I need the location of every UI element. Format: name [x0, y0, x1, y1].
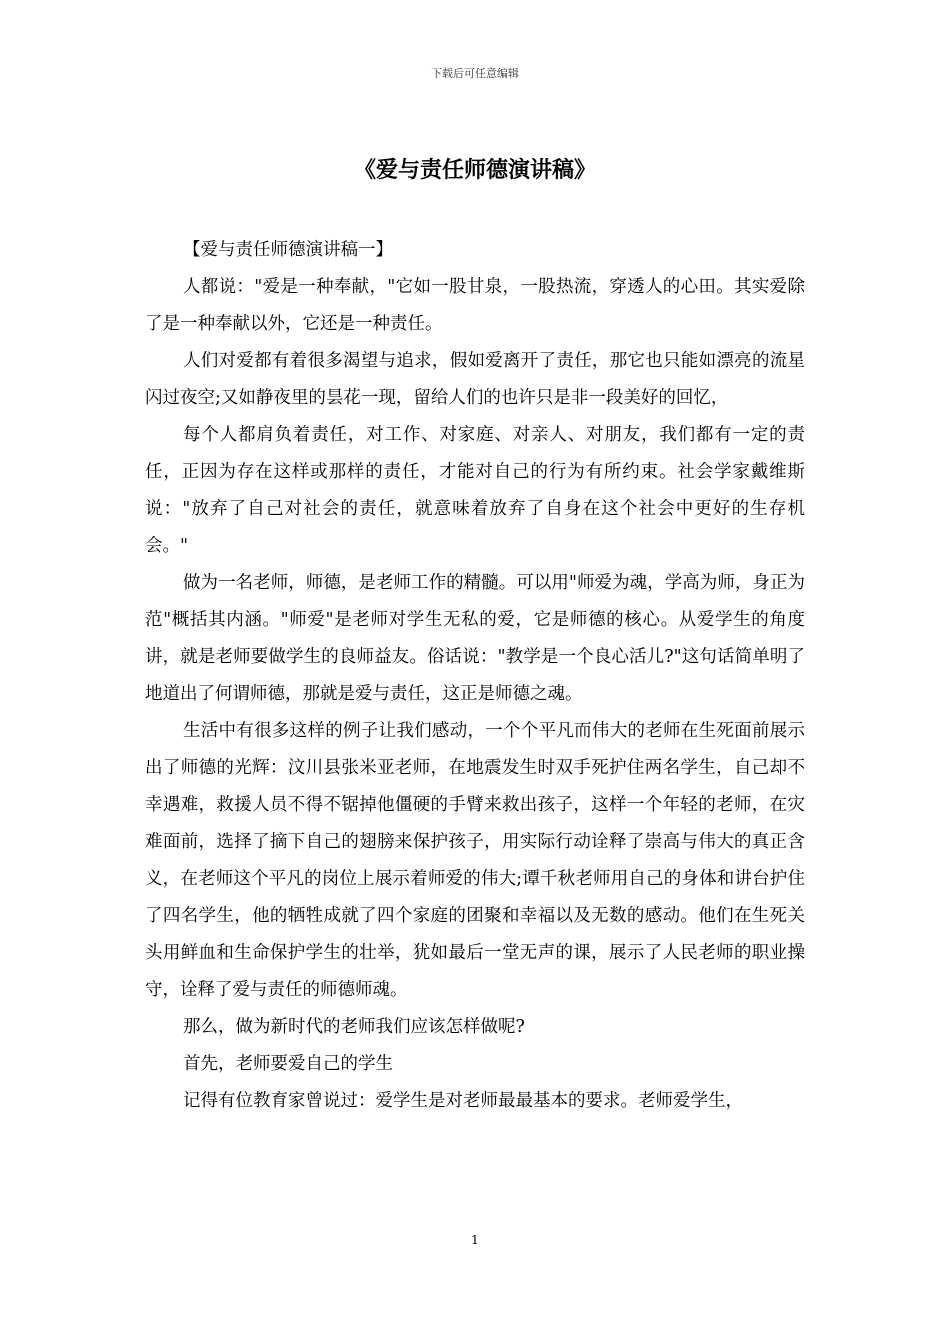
body-paragraph: 那么，做为新时代的老师我们应该怎样做呢?: [183, 1017, 525, 1037]
body-paragraph: 记得有位教育家曾说过：爱学生是对老师最最基本的要求。老师爱学生，: [183, 1091, 743, 1111]
page-number: 1: [471, 1233, 479, 1247]
body-paragraph: 人们对爱都有着很多渴望与追求，假如爱离开了责任，那它也只能如漂亮的流星闪过夜空;又如静夜里的昙花一现，留给人们的也许只是非一段美好的回忆，: [145, 351, 805, 408]
body-paragraph: 首先，老师要爱自己的学生: [183, 1054, 393, 1074]
page-header: 下载后可任意编辑: [431, 67, 519, 80]
document-body: [145, 232, 805, 1120]
document-title: 《爱与责任师德演讲稿》: [353, 157, 596, 183]
body-paragraph: 人都说："爱是一种奉献，"它如一股甘泉，一股热流，穿透人的心田。其实爱除了是一种奉献以外，它还是一种责任。: [145, 277, 805, 334]
body-paragraph: 生活中有很多这样的例子让我们感动，一个个平凡而伟大的老师在生死面前展示出了师德的光辉：汶川县张米亚老师，在地震发生时双手死护住两名学生，自己却不幸遇难，救援人员不得不锯掉他僵硬的手臂来救出孩子，这样一个年轻的老师，在灾难面前，选择了摘下自己的翅膀来保护孩子，用实际行动诠释了崇高与伟大的真正含义，在老师这个平凡的岗位上展示着师爱的伟大;谭千秋老师用自己的身体和讲台护住了四名学生，他的牺牲成就了四个家庭的团聚和幸福以及无数的感动。他们在生死关头用鲜血和生命保护学生的壮举，犹如最后一堂无声的课，展示了人民老师的职业操守，诠释了爱与责任的师德师魂。: [145, 721, 805, 1000]
body-paragraph: 做为一名老师，师德，是老师工作的精髓。可以用"师爱为魂，学高为师，身正为范"概括其内涵。"师爱"是老师对学生无私的爱，它是师德的核心。从爱学生的角度讲，就是老师要做学生的良师益友。俗话说："教学是一个良心活儿?"这句话简单明了地道出了何谓师德，那就是爱与责任，这正是师德之魂。: [145, 573, 805, 704]
section-heading: 【爱与责任师德演讲稿一】: [183, 240, 393, 260]
body-paragraph: 每个人都肩负着责任，对工作、对家庭、对亲人、对朋友，我们都有一定的责任，正因为存在这样或那样的责任，才能对自己的行为有所约束。社会学家戴维斯说："放弃了自己对社会的责任，就意味着放弃了自身在这个社会中更好的生存机会。": [145, 425, 805, 556]
